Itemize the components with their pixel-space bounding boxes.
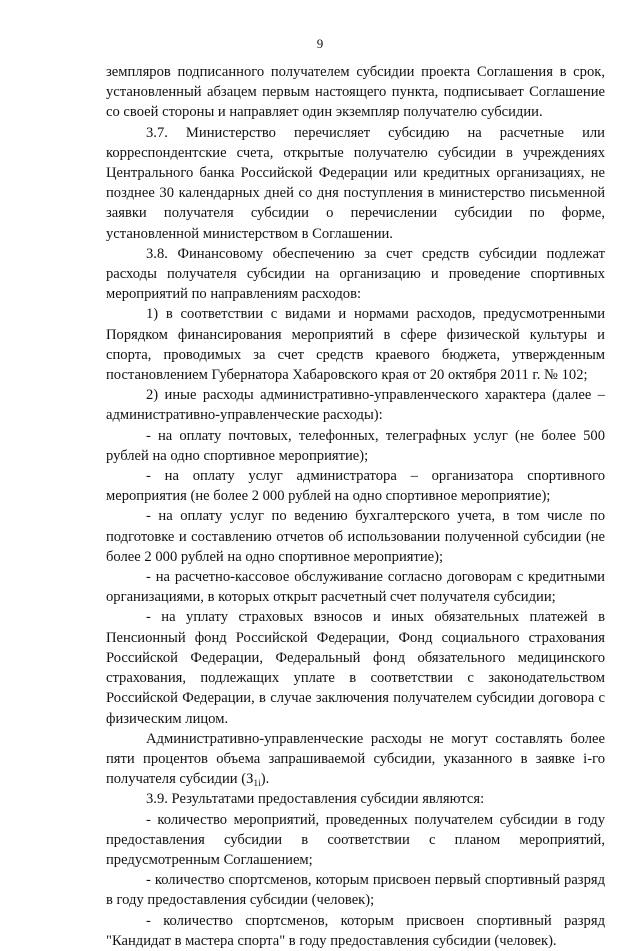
paragraph: 2) иные расходы административно-управленческого характера (далее – административно-управленческие расходы): — [106, 387, 605, 424]
paragraph: 3.9. Результатами предоставления субсидии являются: — [146, 791, 485, 808]
paragraph: - на оплату услуг по ведению бухгалтерского учета, в том числе по подготовке и составлению отчетов об использовании полученной субсидии (не более 2 000 рублей на одно спортивное мероприятие); — [106, 508, 605, 565]
paragraph: - количество мероприятий, проведенных получателем субсидии в году предоставления субсидии в соответствии с планом мероприятий, предусмотренным Соглашением; — [106, 811, 605, 868]
subscript: 1i — [253, 779, 261, 790]
paragraph: 1) в соответствии с видами и нормами расходов, предусмотренными Порядком финансирования мероприятий в сфере физической культуры и спорта, проводимых за счет средств краевого бюджета, утвержденным постановлением Губернатора Хабаровского края от 20 октября 2011 г. № 102; — [106, 306, 605, 384]
paragraph: - на уплату страховых взносов и иных обязательных платежей в Пенсионный фонд Российской Федерации, Фонд социального страхования Российской Федерации, Федеральный фонд обязательного медицинского страхования, подлежащих уплате в соответствии с законодательством Российской Федерации, в случае заключения получателем субсидии договора с физическим лицом. — [106, 609, 605, 727]
page-number: 9 — [316, 36, 324, 51]
paragraph: Административно-управленческие расходы не могут составлять более пяти процентов объема запрашиваемой субсидии, указанного в заявке i-го получателя субсидии $(З_{1i})$. — [106, 730, 605, 790]
paragraph: - на расчетно-кассовое обслуживание согласно договорам с кредитными организациями, в которых открыт расчетный счет получателя субсидии; — [106, 569, 605, 606]
paragraph: - количество спортсменов, которым присвоен первый спортивный разряд в году предоставления субсидии (человек); — [106, 872, 605, 909]
paragraph: 3.8. Финансовому обеспечению за счет средств субсидии подлежат расходы получателя субсидии на организацию и проведение спортивных мероприятий по направлениям расходов: — [106, 245, 605, 303]
paragraph: 3.7. Министерство перечисляет субсидию на расчетные или корреспондентские счета, открытые получателю субсидии в учреждениях Центрального банка Российской Федерации или кредитных организациях, не позднее 30 календарных дней со дня поступления в министерство письменной заявки получателя субсидии о перечислении субсидии по форме, установленной министерством в Соглашении. — [106, 124, 605, 242]
paragraph: земпляров подписанного получателем субсидии проекта Соглашения в срок, установленный абзацем первым настоящего пункта, подписывает Соглашение со своей стороны и направляет один экземпляр получателю субсидии. — [106, 64, 605, 121]
paragraph: - на оплату услуг администратора – организатора спортивного мероприятия (не более 2 000 рублей на одно спортивное мероприятие); — [106, 468, 605, 505]
paragraph: - на оплату почтовых, телефонных, телеграфных услуг (не более 500 рублей на одно спортивное мероприятие); — [106, 427, 605, 464]
document-body — [106, 62, 605, 951]
paragraph: - количество спортсменов, которым присвоен спортивный разряд "Кандидат в мастера спорта" в году предоставления субсидии (человек). — [106, 912, 605, 949]
